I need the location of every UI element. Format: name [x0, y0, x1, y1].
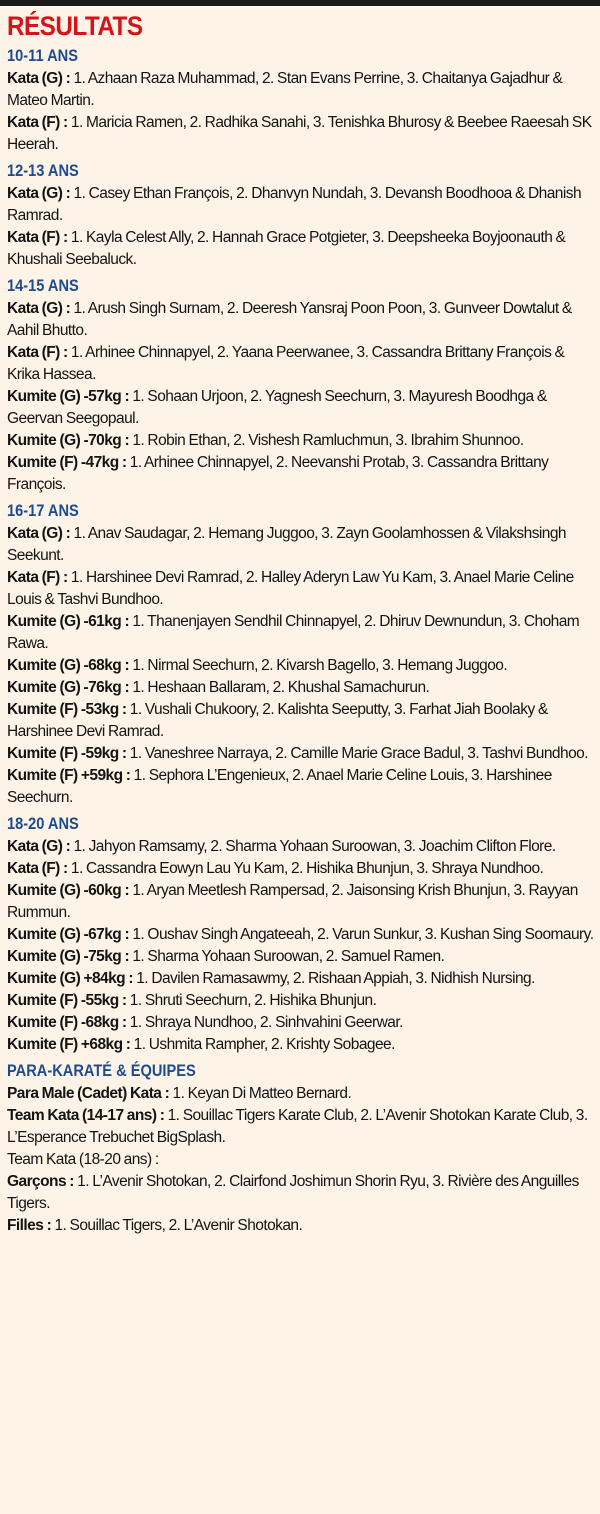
category-label: Para Male (Cadet) Kata :	[7, 1085, 170, 1102]
result-text: 1. Vaneshree Narraya, 2. Camille Marie Grace Badul, 3. Tashvi Bundhoo.	[126, 745, 588, 762]
results-section	[7, 159, 594, 271]
page-title: RÉSULTATS	[7, 11, 143, 41]
top-rule	[0, 0, 600, 6]
result-entry	[7, 1171, 594, 1215]
result-entry	[7, 1012, 594, 1034]
category-label: Kata (F) :	[7, 229, 68, 246]
result-entry	[7, 298, 594, 342]
result-entry	[7, 452, 594, 496]
result-entry	[7, 880, 594, 924]
result-entry	[7, 386, 594, 430]
result-entry	[7, 567, 594, 611]
result-text: 1. Oushav Singh Angateeah, 2. Varun Sunkur, 3. Kushan Sing Soomaury.	[129, 926, 594, 943]
category-label: Kumite (F) -47kg :	[7, 454, 127, 471]
result-entry	[7, 112, 594, 156]
category-label: Kata (F) :	[7, 860, 68, 877]
result-entry	[7, 68, 594, 112]
result-text: 1. Vushali Chukoory, 2. Kalishta Seeputty, 3. Farhat Jiah Boolaky & Harshinee Devi Ramrad.	[7, 701, 548, 740]
result-text: 1. Kayla Celest Ally, 2. Hannah Grace Potgieter, 3. Deepsheeka Boyjoonauth & Khushali Seebaluck.	[7, 229, 566, 268]
category-label: Kumite (G) -75kg :	[7, 948, 130, 965]
result-text: 1. Heshaan Ballaram, 2. Khushal Samachurun.	[129, 679, 430, 696]
result-text: 1. Casey Ethan François, 2. Dhanvyn Nundah, 3. Devansh Boodhooa & Dhanish Ramrad.	[7, 185, 582, 224]
result-entry	[7, 924, 594, 946]
category-label: Kumite (G) -61kg :	[7, 613, 130, 630]
category-label: Kumite (G) -70kg :	[7, 432, 130, 449]
result-text: 1. Keyan Di Matteo Bernard.	[169, 1085, 352, 1102]
result-text: 1. Arhinee Chinnapyel, 2. Neevanshi Protab, 3. Cassandra Brittany François.	[7, 454, 549, 493]
result-entry	[7, 1034, 594, 1056]
category-label: Kata (G) :	[7, 185, 71, 202]
category-label: Kumite (G) -68kg :	[7, 657, 130, 674]
result-text: 1. Nirmal Seechurn, 2. Kivarsh Bagello, 3. Hemang Juggoo.	[129, 657, 508, 674]
result-text: 1. Azhaan Raza Muhammad, 2. Stan Evans Perrine, 3. Chaitanya Gajadhur & Mateo Martin.	[7, 70, 563, 109]
category-label: Filles :	[7, 1217, 52, 1234]
category-label: Team Kata (14-17 ans) :	[7, 1107, 165, 1124]
category-label: Kumite (G) -57kg :	[7, 388, 130, 405]
result-text: 1. Davilen Ramasawmy, 2. Rishaan Appiah, 3. Nidhish Nursing.	[132, 970, 535, 987]
category-label: Kata (G) :	[7, 525, 71, 542]
category-label: Kumite (G) -67kg :	[7, 926, 130, 943]
result-text: 1. Jahyon Ramsamy, 2. Sharma Yohaan Suroowan, 3. Joachim Clifton Flore.	[70, 838, 556, 855]
result-entry	[7, 990, 594, 1012]
result-text: 1. Arhinee Chinnapyel, 2. Yaana Peerwanee, 3. Cassandra Brittany François & Krika Hassea.	[7, 344, 565, 383]
result-text: 1. Sohaan Urjoon, 2. Yagnesh Seechurn, 3. Mayuresh Boodhga & Geervan Seegopaul.	[7, 388, 547, 427]
category-label: Kumite (G) -76kg :	[7, 679, 130, 696]
category-label: Kata (G) :	[7, 300, 71, 317]
category-label: Kumite (F) +68kg :	[7, 1036, 131, 1053]
result-entry	[7, 858, 594, 880]
result-text: 1. Aryan Meetlesh Rampersad, 2. Jaisonsing Krish Bhunjun, 3. Rayyan Rummun.	[7, 882, 578, 921]
result-text: 1. Arush Singh Surnam, 2. Deeresh Yansraj Poon Poon, 3. Gunveer Dowtalut & Aahil Bhutto.	[7, 300, 572, 339]
category-label: Kata (F) :	[7, 344, 68, 361]
results-section	[7, 1059, 594, 1237]
section-heading: 12-13 ANS	[7, 161, 79, 180]
result-text: 1. Harshinee Devi Ramrad, 2. Halley Aderyn Law Yu Kam, 3. Anael Marie Celine Louis & Tashvi Bundhoo.	[7, 569, 574, 608]
result-text: 1. Sharma Yohaan Suroowan, 2. Samuel Ramen.	[129, 948, 445, 965]
category-label: Kata (G) :	[7, 838, 71, 855]
result-text: 1. Shraya Nundhoo, 2. Sinhvahini Geerwar.	[126, 1014, 403, 1031]
result-entry	[7, 523, 594, 567]
result-text: 1. Souillac Tigers, 2. L’Avenir Shotokan.	[51, 1217, 303, 1234]
category-label: Kumite (F) -68kg :	[7, 1014, 127, 1031]
result-text: 1. Cassandra Eowyn Lau Yu Kam, 2. Hishika Bhunjun, 3. Shraya Nundhoo.	[67, 860, 544, 877]
result-entry	[7, 946, 594, 968]
results-section	[7, 274, 594, 496]
section-heading: 10-11 ANS	[7, 46, 78, 65]
section-heading: PARA-KARATÉ & ÉQUIPES	[7, 1061, 196, 1080]
result-text: 1. Sephora L’Engenieux, 2. Anael Marie Celine Louis, 3. Harshinee Seechurn.	[7, 767, 552, 806]
result-entry	[7, 677, 594, 699]
result-text: 1. Robin Ethan, 2. Vishesh Ramluchmun, 3. Ibrahim Shunnoo.	[129, 432, 524, 449]
result-text: 1. Maricia Ramen, 2. Radhika Sanahi, 3. Tenishka Bhurosy & Beebee Raeesah SK Heerah.	[7, 114, 592, 153]
category-label: Kata (F) :	[7, 569, 68, 586]
category-label: Kata (G) :	[7, 70, 71, 87]
category-label: Kumite (G) -60kg :	[7, 882, 130, 899]
result-text: 1. Ushmita Rampher, 2. Krishty Sobagee.	[130, 1036, 395, 1053]
result-entry	[7, 765, 594, 809]
result-entry	[7, 611, 594, 655]
section-heading: 14-15 ANS	[7, 276, 79, 295]
result-entry	[7, 1149, 594, 1171]
result-text: 1. L’Avenir Shotokan, 2. Clairfond Joshimun Shorin Ryu, 3. Rivière des Anguilles Tigers.	[7, 1173, 579, 1212]
category-label: Kumite (F) -59kg :	[7, 745, 127, 762]
section-heading: 18-20 ANS	[7, 814, 79, 833]
category-label: Kata (F) :	[7, 114, 68, 131]
results-section	[7, 499, 594, 809]
section-heading: 16-17 ANS	[7, 501, 79, 520]
result-entry	[7, 699, 594, 743]
result-entry	[7, 743, 594, 765]
result-entry	[7, 655, 594, 677]
results-section	[7, 812, 594, 1056]
result-text: 1. Anav Saudagar, 2. Hemang Juggoo, 3. Zayn Goolamhossen & Vilakshsingh Seekunt.	[7, 525, 567, 564]
result-entry	[7, 342, 594, 386]
result-text: 1. Souillac Tigers Karate Club, 2. L’Avenir Shotokan Karate Club, 3. L’Esperance Trebuchet BigSplash.	[7, 1107, 588, 1146]
result-text: Team Kata (18-20 ans) :	[7, 1151, 159, 1168]
result-entry	[7, 836, 594, 858]
results-section	[7, 44, 594, 156]
result-entry	[7, 1083, 594, 1105]
category-label: Kumite (F) -55kg :	[7, 992, 127, 1009]
category-label: Kumite (F) -53kg :	[7, 701, 127, 718]
result-text: 1. Shruti Seechurn, 2. Hishika Bhunjun.	[126, 992, 377, 1009]
category-label: Kumite (G) +84kg :	[7, 970, 133, 987]
result-entry	[7, 1105, 594, 1149]
result-entry	[7, 227, 594, 271]
results-sections	[7, 44, 594, 1237]
category-label: Garçons :	[7, 1173, 74, 1190]
result-entry	[7, 1215, 594, 1237]
result-entry	[7, 183, 594, 227]
category-label: Kumite (F) +59kg :	[7, 767, 131, 784]
result-entry	[7, 968, 594, 990]
result-entry	[7, 430, 594, 452]
result-text: 1. Thanenjayen Sendhil Chinnapyel, 2. Dhiruv Dewnundun, 3. Choham Rawa.	[7, 613, 580, 652]
